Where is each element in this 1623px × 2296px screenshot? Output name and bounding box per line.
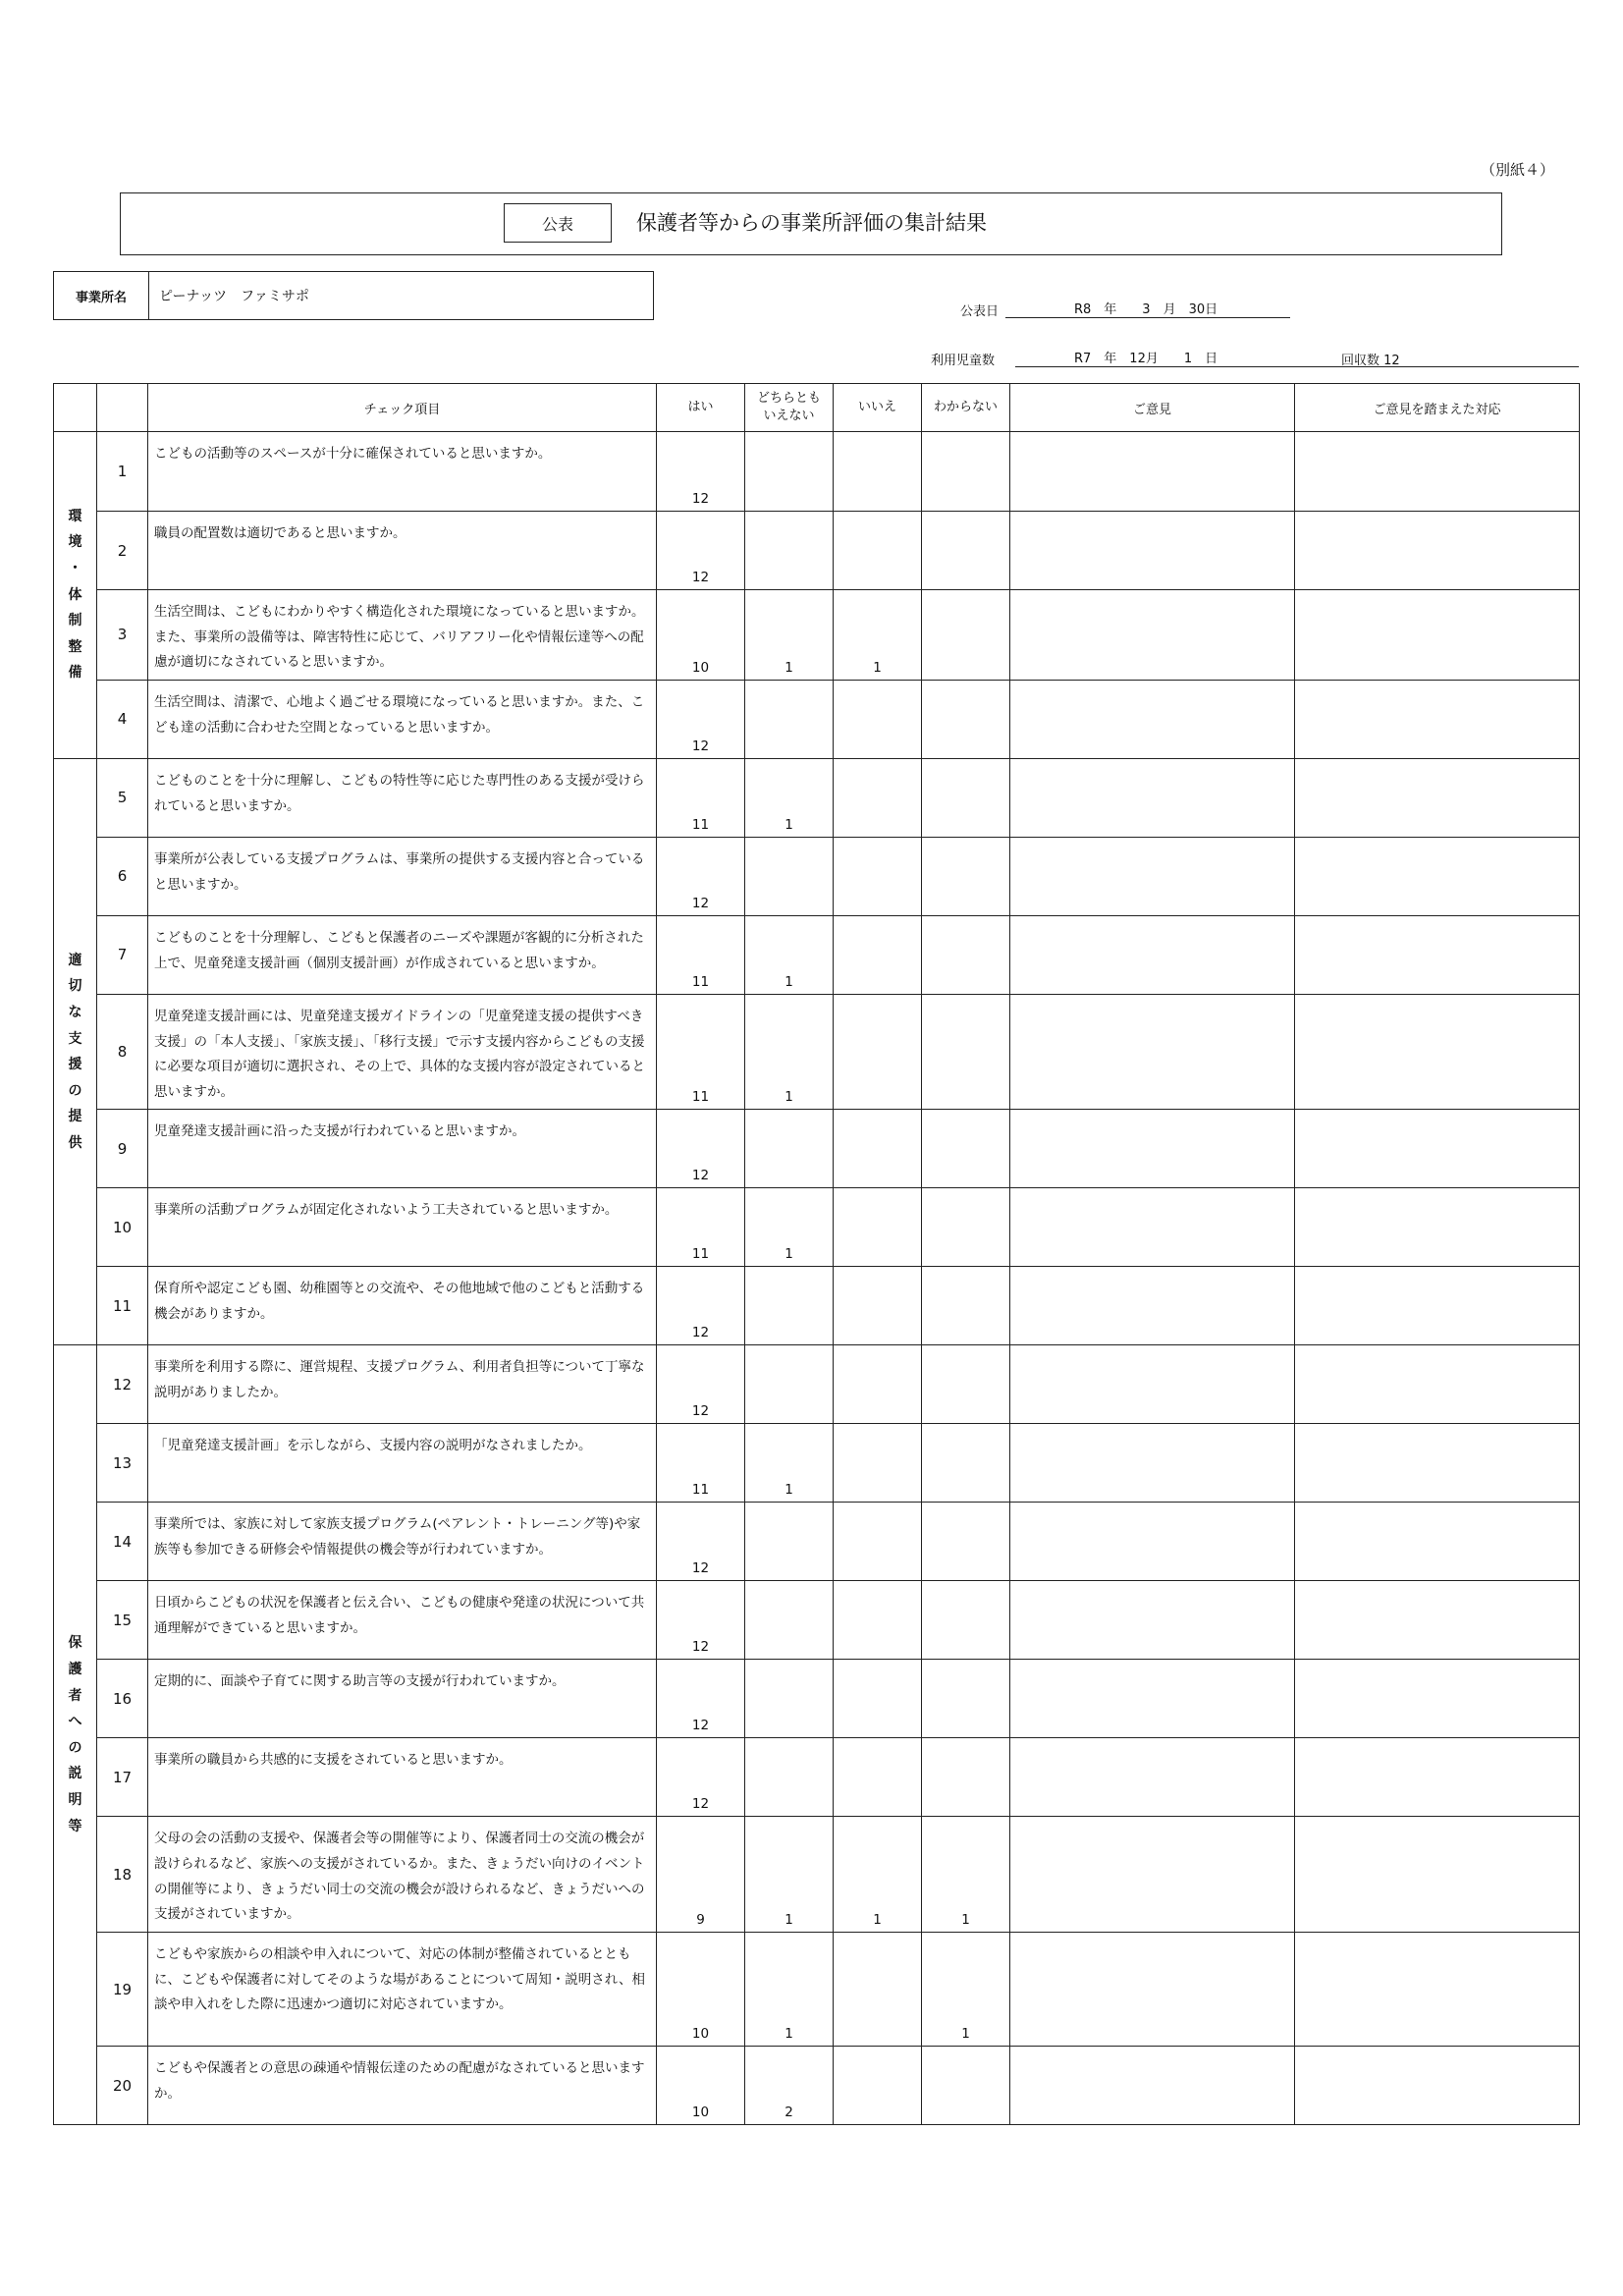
count-no [834,2047,922,2125]
count-no [834,1110,922,1188]
check-item-text: こどもの活動等のスペースが十分に確保されていると思いますか。 [148,432,657,512]
response-cell [1295,1933,1580,2047]
table-row [54,680,1580,758]
count-no [834,512,922,590]
count-neutral: 2 [745,2047,834,2125]
check-item-text: 事業所の活動プログラムが固定化されないよう工夫されていると思いますか。 [148,1188,657,1267]
count-unknown [922,1581,1010,1660]
publish-date-label: 公表日 [960,304,1000,319]
count-neutral: 1 [745,1188,834,1267]
table-row [54,432,1580,512]
header-response: ご意見を踏まえた対応 [1295,384,1580,432]
check-item-text: 事業所を利用する際に、運営規程、支援プログラム、利用者負担等について丁寧な説明がありましたか。 [148,1345,657,1424]
opinion-cell [1010,837,1295,915]
opinion-cell [1010,1267,1295,1345]
header-item: チェック項目 [148,384,657,432]
count-neutral [745,680,834,758]
count-no [834,1424,922,1503]
category-char: 保 [68,1635,82,1652]
count-yes: 12 [657,1581,745,1660]
count-neutral: 1 [745,1933,834,2047]
table-row [54,1581,1580,1660]
count-yes: 11 [657,915,745,994]
check-item-text: 事業所の職員から共感的に支援をされていると思いますか。 [148,1738,657,1817]
category-cell [54,432,97,759]
table-row [54,512,1580,590]
opinion-cell [1010,432,1295,512]
count-unknown [922,590,1010,681]
table-row [54,915,1580,994]
count-yes: 12 [657,1503,745,1581]
count-unknown [922,432,1010,512]
response-cell [1295,1345,1580,1424]
category-char: 明 [68,1791,82,1808]
header-opinion: ご意見 [1010,384,1295,432]
check-item-text: 職員の配置数は適切であると思いますか。 [148,512,657,590]
category-char: 環 [68,508,82,524]
table-row [54,1188,1580,1267]
response-cell [1295,1581,1580,1660]
count-neutral [745,432,834,512]
response-cell [1295,994,1580,1110]
opinion-cell [1010,1581,1295,1660]
count-unknown [922,994,1010,1110]
children-count-date: R7 年 12月 1 日 [1015,348,1579,367]
count-unknown [922,1738,1010,1817]
count-neutral [745,1738,834,1817]
category-char: 支 [68,1030,82,1047]
check-item-text: 父母の会の活動の支援や、保護者会等の開催等により、保護者同士の交流の機会が設けられるなど、家族への支援がされているか。また、きょうだい向けのイベントの開催等により、きょうだい同士の交流の機会が設けられるなど、きょうだいへの支援がされていますか。 [148,1817,657,1933]
category-char: 適 [68,952,82,968]
count-unknown [922,758,1010,837]
count-neutral: 1 [745,994,834,1110]
response-cell [1295,837,1580,915]
table-row [54,1660,1580,1738]
count-neutral [745,1503,834,1581]
table-row [54,1424,1580,1503]
check-item-text: こどもや保護者との意思の疎通や情報伝達のための配慮がなされていると思いますか。 [148,2047,657,2125]
check-item-text: こどもや家族からの相談や申入れについて、対応の体制が整備されているとともに、こどもや保護者に対してそのような場があることについて周知・説明され、相談や申入れをした際に迅速かつ適切に対応されていますか。 [148,1933,657,2047]
row-number: 10 [97,1188,148,1267]
row-number: 18 [97,1817,148,1933]
count-unknown [922,1424,1010,1503]
check-item-text: 児童発達支援計画に沿った支援が行われていると思いますか。 [148,1110,657,1188]
count-yes: 11 [657,758,745,837]
response-cell [1295,1110,1580,1188]
count-neutral: 1 [745,1424,834,1503]
count-neutral: 1 [745,758,834,837]
category-char: 備 [68,665,82,682]
count-no [834,1738,922,1817]
check-item-text: こどものことを十分に理解し、こどもの特性等に応じた専門性のある支援が受けられていると思いますか。 [148,758,657,837]
category-cell [54,1345,97,2125]
check-item-text: こどものことを十分理解し、こどもと保護者のニーズや課題が客観的に分析された上で、児童発達支援計画（個別支援計画）が作成されていると思いますか。 [148,915,657,994]
header-neutral [745,384,834,432]
header-category [54,384,97,432]
row-number: 15 [97,1581,148,1660]
count-neutral [745,1267,834,1345]
category-char: の [68,1082,82,1099]
count-yes: 12 [657,1345,745,1424]
count-yes: 12 [657,1660,745,1738]
count-yes: 10 [657,2047,745,2125]
opinion-cell [1010,590,1295,681]
category-char: へ [68,1714,82,1730]
opinion-cell [1010,680,1295,758]
table-row [54,837,1580,915]
opinion-cell [1010,512,1295,590]
count-unknown [922,512,1010,590]
attachment-label: （別紙４） [1480,161,1554,179]
category-char: 者 [68,1687,82,1704]
count-no [834,1581,922,1660]
count-neutral [745,1110,834,1188]
opinion-cell [1010,915,1295,994]
response-cell [1295,2047,1580,2125]
count-no [834,915,922,994]
check-item-text: 「児童発達支援計画」を示しながら、支援内容の説明がなされましたか。 [148,1424,657,1503]
count-yes: 11 [657,994,745,1110]
count-no [834,837,922,915]
response-cell [1295,1267,1580,1345]
count-unknown: 1 [922,1933,1010,2047]
category-char: 制 [68,613,82,629]
table-row [54,1738,1580,1817]
opinion-cell [1010,1817,1295,1933]
response-cell [1295,680,1580,758]
evaluation-table [53,383,1580,2125]
count-no [834,1503,922,1581]
row-number: 7 [97,915,148,994]
table-row [54,1817,1580,1933]
opinion-cell [1010,758,1295,837]
table-row [54,994,1580,1110]
count-no [834,680,922,758]
row-number: 14 [97,1503,148,1581]
count-no [834,758,922,837]
category-char: ・ [68,561,82,577]
row-number: 20 [97,2047,148,2125]
count-yes: 12 [657,837,745,915]
category-char: 提 [68,1109,82,1125]
category-char: 境 [68,534,82,551]
header-number [97,384,148,432]
table-row [54,1345,1580,1424]
check-item-text: 日頃からこどもの状況を保護者と伝え合い、こどもの健康や発達の状況について共通理解ができていると思いますか。 [148,1581,657,1660]
count-yes: 12 [657,512,745,590]
count-neutral [745,1660,834,1738]
count-yes: 10 [657,590,745,681]
response-cell [1295,915,1580,994]
count-neutral [745,837,834,915]
count-unknown [922,680,1010,758]
category-char: 説 [68,1766,82,1782]
count-no [834,1267,922,1345]
response-cell [1295,432,1580,512]
title-box [120,192,1502,255]
count-yes: 9 [657,1817,745,1933]
table-row [54,590,1580,681]
count-unknown [922,915,1010,994]
response-cell [1295,1817,1580,1933]
response-cell [1295,1503,1580,1581]
office-name: ピーナッツ ファミサポ [159,289,309,304]
response-cell [1295,1738,1580,1817]
table-row [54,2047,1580,2125]
opinion-cell [1010,2047,1295,2125]
count-unknown [922,1660,1010,1738]
count-neutral: 1 [745,1817,834,1933]
count-no [834,432,922,512]
row-number: 5 [97,758,148,837]
header-yes: はい [657,384,745,432]
header-neutral-line2: いえない [763,409,815,423]
publish-date: R8 年 3 月 30日 [1005,299,1290,318]
count-no [834,1345,922,1424]
count-neutral [745,1345,834,1424]
row-number: 1 [97,432,148,512]
count-no: 1 [834,590,922,681]
table-header-row [54,384,1580,432]
response-cell [1295,758,1580,837]
category-char: な [68,1005,82,1021]
count-yes: 11 [657,1424,745,1503]
count-yes: 12 [657,680,745,758]
table-row [54,1503,1580,1581]
table-row [54,1110,1580,1188]
category-char: 等 [68,1818,82,1834]
count-no: 1 [834,1817,922,1933]
opinion-cell [1010,1424,1295,1503]
count-no [834,1660,922,1738]
row-number: 13 [97,1424,148,1503]
check-item-text: 生活空間は、清潔で、心地よく過ごせる環境になっていると思いますか。また、こども達の活動に合わせた空間となっていると思いますか。 [148,680,657,758]
category-char: 護 [68,1661,82,1677]
response-cell [1295,1660,1580,1738]
row-number: 4 [97,680,148,758]
office-label: 事業所名 [54,272,149,319]
category-char: 援 [68,1057,82,1073]
opinion-cell [1010,1503,1295,1581]
count-unknown [922,1110,1010,1188]
table-row [54,1267,1580,1345]
check-item-text: 保育所や認定こども園、幼稚園等との交流や、その他地域で他のこどもと活動する機会がありますか。 [148,1267,657,1345]
opinion-cell [1010,994,1295,1110]
row-number: 19 [97,1933,148,2047]
header-no: いいえ [834,384,922,432]
count-neutral: 1 [745,915,834,994]
category-char: の [68,1739,82,1756]
row-number: 9 [97,1110,148,1188]
count-unknown [922,2047,1010,2125]
count-neutral: 1 [745,590,834,681]
count-unknown: 1 [922,1817,1010,1933]
opinion-cell [1010,1738,1295,1817]
response-cell [1295,590,1580,681]
count-unknown [922,1503,1010,1581]
check-item-text: 事業所が公表している支援プログラムは、事業所の提供する支援内容と合っていると思いますか。 [148,837,657,915]
check-item-text: 定期的に、面談や子育てに関する助言等の支援が行われていますか。 [148,1660,657,1738]
count-yes: 10 [657,1933,745,2047]
office-box [53,271,654,320]
count-no [834,994,922,1110]
table-row [54,758,1580,837]
opinion-cell [1010,1110,1295,1188]
children-count-label: 利用児童数 [931,354,996,368]
category-cell [54,758,97,1345]
check-item-text: 事業所では、家族に対して家族支援プログラム(ペアレント・トレーニング等)や家族等も参加できる研修会や情報提供の機会等が行われていますか。 [148,1503,657,1581]
count-yes: 12 [657,432,745,512]
public-badge: 公表 [504,203,612,243]
count-neutral [745,512,834,590]
opinion-cell [1010,1345,1295,1424]
check-item-text: 児童発達支援計画には、児童発達支援ガイドラインの「児童発達支援の提供すべき支援」の「本人支援」、「家族支援」、「移行支援」で示す支援内容からこどもの支援に必要な項目が適切に選択され、その上で、具体的な支援内容が設定されていると思いますか。 [148,994,657,1110]
row-number: 6 [97,837,148,915]
count-unknown [922,1345,1010,1424]
opinion-cell [1010,1933,1295,2047]
page-title: 保護者等からの事業所評価の集計結果 [636,211,987,235]
row-number: 17 [97,1738,148,1817]
count-yes: 12 [657,1738,745,1817]
check-item-text: 生活空間は、こどもにわかりやすく構造化された環境になっていると思いますか。また、事業所の設備等は、障害特性に応じて、バリアフリー化や情報伝達等への配慮が適切になされていると思いますか。 [148,590,657,681]
row-number: 8 [97,994,148,1110]
count-unknown [922,1188,1010,1267]
header-unknown: わからない [922,384,1010,432]
row-number: 12 [97,1345,148,1424]
row-number: 2 [97,512,148,590]
opinion-cell [1010,1188,1295,1267]
row-number: 3 [97,590,148,681]
response-cell [1295,1188,1580,1267]
count-unknown [922,837,1010,915]
count-neutral [745,1581,834,1660]
count-unknown [922,1267,1010,1345]
row-number: 16 [97,1660,148,1738]
response-cell [1295,512,1580,590]
header-neutral-line1: どちらとも [756,390,821,406]
table-row [54,1933,1580,2047]
response-count: 回収数 12 [1341,354,1400,368]
count-no [834,1933,922,2047]
category-char: 切 [68,978,82,995]
count-yes: 12 [657,1267,745,1345]
response-cell [1295,1424,1580,1503]
count-no [834,1188,922,1267]
count-yes: 12 [657,1110,745,1188]
row-number: 11 [97,1267,148,1345]
count-yes: 11 [657,1188,745,1267]
category-char: 整 [68,638,82,655]
category-char: 体 [68,586,82,603]
category-char: 供 [68,1134,82,1151]
opinion-cell [1010,1660,1295,1738]
